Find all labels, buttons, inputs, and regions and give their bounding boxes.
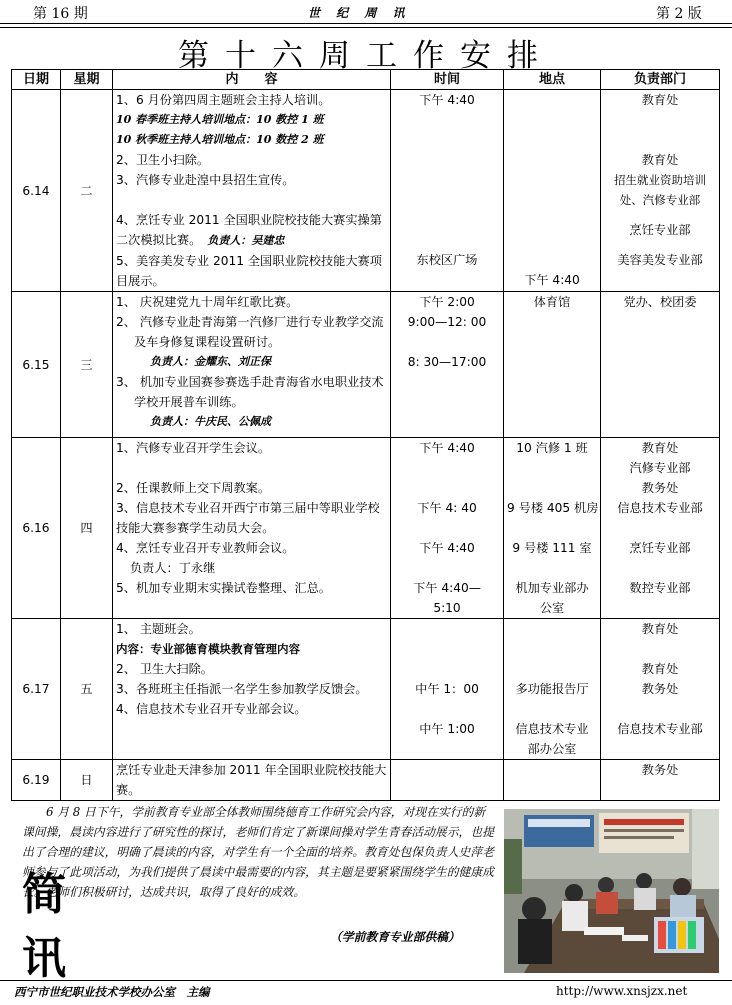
time-line: 9:00—12: 00 [407,315,487,329]
dept-line: 教育处 [641,153,679,167]
header-rule [0,23,732,24]
issue-number: 第 16 期 [33,6,88,22]
content-line: 3、汽修专业赴湟中县招生宣传。 [116,173,295,187]
news-brief-text: 6 月 8 日下午，学前教育专业部全体教师围绕德育工作研究会内容，对现在实行的新课间操，晨读内容进行了研究性的探讨，老师们肯定了新课间操对学生青春活动展示，也提出了合理的建议，明确了晨读的内容，对学生有一个全面的培养。教育处包保负责人史萍老师参与了此项活动，为我们提供了晨读中最需要的内容，其主题是要紧紧围绕学生的健康成长。老师们积极研讨，达成共识，取得了良好的成效。 [22,805,494,899]
table-row [12,90,720,292]
dept-line: 数控专业部 [629,581,691,595]
content-line: 1、汽修专业召开学生会议。 [116,441,271,455]
content-line: 负责人：丁永继 [130,561,216,575]
place-cell [504,90,601,292]
content-line: 10 秋季班主持人培训地点：10 数控 2 班 [116,133,324,146]
col-header-content: 内 容 [113,70,391,90]
dept-line: 教务处 [641,682,679,696]
weekday-cell: 日 [61,760,113,801]
newspaper-name: 世 纪 周 讯 [308,6,411,20]
time-cell [391,619,504,760]
footer-editor: 西宁市世纪职业技术学校办公室 主编 [14,985,210,999]
dept-cell [601,760,720,801]
dept-line: 烹饪专业部 [629,223,691,237]
time-line: 中午 1：00 [415,682,479,696]
dept-line: 烹饪专业部 [629,541,691,555]
date-cell: 6.16 [12,438,61,619]
newsletter-header [0,0,732,24]
content-cell [113,292,391,438]
content-line: 3、各班班主任指派一名学生参加教学反馈会。 [116,682,368,696]
content-line: 10 春季班主持人培训地点：10 教控 1 班 [116,113,324,126]
content-line: 内容：专业部德育模块教育管理内容 [116,642,300,656]
col-header-date: 日期 [12,70,61,90]
dept-line: 教务处 [641,481,679,495]
dept-line: 教育处 [641,93,679,107]
time-line: 下午 4: 40 [417,501,477,515]
time-line: 下午 2:00 [419,295,475,309]
weekday-cell: 五 [61,619,113,760]
content-cell [113,619,391,760]
time-line: 东校区广场 [416,253,478,267]
time-cell [391,438,504,619]
time-line: 中午 1:00 [419,722,475,736]
col-header-weekday: 星期 [61,70,113,90]
table-row [12,438,720,619]
time-cell [391,760,504,801]
content-line: 3、信息技术专业召开西宁市第三届中等职业学校技能大赛参赛学生动员大会。 [116,501,380,535]
place-line: 下午 4:40 [524,273,580,287]
content-line: 2、 卫生大扫除。 [116,662,213,676]
footer-rule [0,980,732,981]
date-cell: 6.19 [12,760,61,801]
dept-line: 党办、校团委 [623,295,697,309]
place-line: 机加专业部办公室 [515,581,589,615]
dept-line: 教育处 [641,662,679,676]
weekday-cell: 二 [61,90,113,292]
schedule-table [11,69,720,801]
date-cell: 6.17 [12,619,61,760]
content-line: 2、卫生小扫除。 [116,153,210,167]
content-line: 负责人：金耀东、刘正保 [150,355,271,368]
table-row [12,619,720,760]
time-line: 下午 4:40 [419,441,475,455]
dept-line: 信息技术专业部 [617,722,703,736]
dept-cell [601,619,720,760]
content-cell [113,760,391,801]
brief-credit: （学前教育专业部供稿） [330,930,460,944]
content-line: 1、6 月份第四周主题班会主持人培训。 [116,93,331,107]
time-line: 8: 30—17:00 [407,355,487,369]
dept-line: 教育处 [641,622,679,636]
table-row [12,292,720,438]
content-cell [113,438,391,619]
content-line: 5、美容美发专业 2011 全国职业院校技能大赛项目展示。 [116,254,382,288]
col-header-time: 时间 [391,70,504,90]
page-number: 第 2 版 [656,6,702,22]
dept-cell [601,292,720,438]
time-line: 下午 4:40 [419,541,475,555]
dept-line: 汽修专业部 [629,461,691,475]
time-cell [391,292,504,438]
content-line: 4、烹饪专业 2011 全国职业院校技能大赛实操第二次模拟比赛。 负责人：吴建忠 [116,213,382,247]
place-line: 多功能报告厅 [515,682,589,696]
weekday-cell: 三 [61,292,113,438]
content-line: 2、任课教师上交下周教案。 [116,481,271,495]
place-cell [504,760,601,801]
content-line: 3、 机加专业国赛参赛选手赴青海省水电职业技术学校开展普车训练。 [116,375,384,409]
page-title: 第十六周工作安排 [178,38,554,74]
table-header-row [12,70,720,90]
place-line: 9 号楼 111 室 [512,541,592,555]
dept-line: 教务处 [641,763,679,777]
date-cell: 6.14 [12,90,61,292]
time-line: 下午 4:40—5:10 [413,581,481,615]
dept-line: 教育处 [641,441,679,455]
dept-line: 信息技术专业部 [617,501,703,515]
dept-line: 招生就业资助培训处、汽修专业部 [614,173,706,207]
place-cell [504,619,601,760]
col-header-dept: 负责部门 [601,70,720,90]
content-line: 1、 庆祝建党九十周年红歌比赛。 [116,295,299,309]
place-cell [504,438,601,619]
dept-cell [601,90,720,292]
table-row [12,760,720,801]
place-line: 体育馆 [533,295,571,309]
weekday-cell: 四 [61,438,113,619]
meeting-photo-illustration [504,809,719,973]
brief-heading-char: 讯 [22,933,66,984]
content-line: 4、信息技术专业召开专业部会议。 [116,702,307,716]
content-line: 2、 汽修专业赴青海第一汽修厂进行专业教学交流及车身修复课程设置研讨。 [116,315,384,349]
col-header-place: 地点 [504,70,601,90]
content-line: 4、烹饪专业召开专业教师会议。 [116,541,295,555]
time-cell [391,90,504,292]
time-line: 下午 4:40 [419,93,475,107]
date-cell: 6.15 [12,292,61,438]
footer-url: http://www.xnsjzx.net [556,984,688,998]
place-line: 信息技术专业部办公室 [515,722,589,756]
brief-heading-char: 简 [22,869,66,920]
dept-cell [601,438,720,619]
content-line: 1、 主题班会。 [116,622,201,636]
place-line: 9 号楼 405 机房 [507,501,599,515]
place-cell [504,292,601,438]
place-line: 10 汽修 1 班 [516,441,588,455]
content-line: 负责人：牛庆民、公佩成 [150,415,271,428]
content-line: 烹饪专业赴天津参加 2011 年全国职业院校技能大赛。 [116,763,387,797]
dept-line: 美容美发专业部 [617,253,703,267]
content-line: 5、机加专业期末实操试卷整理、汇总。 [116,581,331,595]
meeting-photo [504,809,719,973]
content-cell [113,90,391,292]
header-rule-thin [0,27,732,28]
